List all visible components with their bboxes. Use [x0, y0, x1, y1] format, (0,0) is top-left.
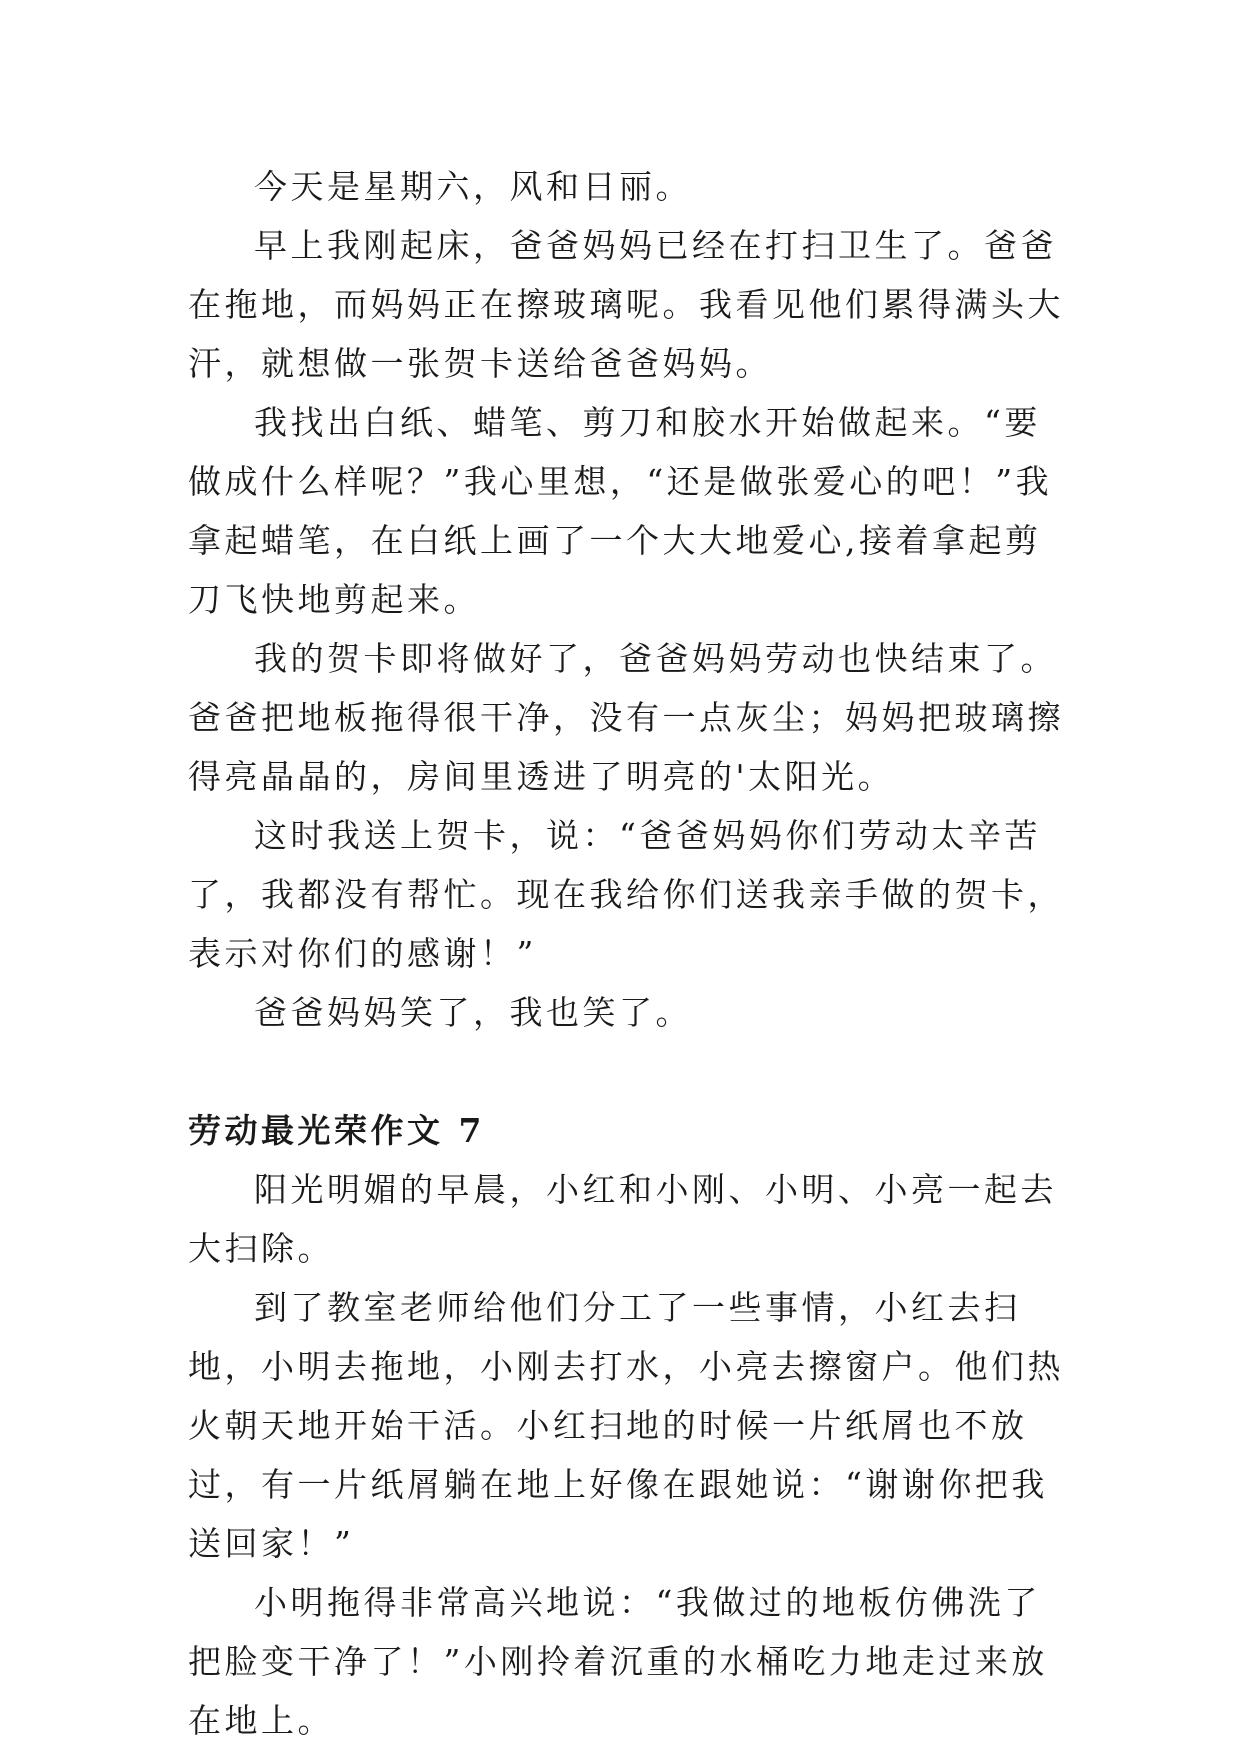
paragraph: 我的贺卡即将做好了，爸爸妈妈劳动也快结束了。爸爸把地板拖得很干净，没有一点灰尘；妈妈把玻璃擦得亮晶晶的，房间里透进了明亮的'太阳光。: [188, 639, 1064, 796]
section-title: 劳动最光荣作文 7: [188, 1111, 485, 1150]
paragraph: 阳光明媚的早晨，小红和小刚、小明、小亮一起去大扫除。: [188, 1170, 1057, 1268]
paragraph: 早上我刚起床，爸爸妈妈已经在打扫卫生了。爸爸在拖地，而妈妈正在擦玻璃呢。我看见他们累得满头大汗，就想做一张贺卡送给爸爸妈妈。: [188, 226, 1064, 383]
paragraph: 到了教室老师给他们分工了一些事情，小红去扫地，小明去拖地，小刚去打水，小亮去擦窗户。他们热火朝天地开始干活。小红扫地的时候一片纸屑也不放过，有一片纸屑躺在地上好像在跟她说：“谢谢你把我送回家！”: [188, 1288, 1064, 1563]
paragraph: 爸爸妈妈笑了，我也笑了。: [254, 993, 692, 1032]
document-body: [188, 157, 1068, 1750]
paragraph: 我找出白纸、蜡笔、剪刀和胶水开始做起来。“要做成什么样呢？”我心里想，“还是做张爱心的吧！”我拿起蜡笔，在白纸上画了一个大大地爱心,接着拿起剪刀飞快地剪起来。: [188, 403, 1053, 619]
section-spacer: [188, 1042, 1068, 1101]
paragraph: 这时我送上贺卡，说：“爸爸妈妈你们劳动太辛苦了，我都没有帮忙。现在我给你们送我亲手做的贺卡，表示对你们的感谢！”: [188, 816, 1064, 973]
paragraph: 今天是星期六，风和日丽。: [254, 167, 692, 206]
paragraph: 小明拖得非常高兴地说：“我做过的地板仿佛洗了把脸变干净了！”小刚拎着沉重的水桶吃力地走过来放在地上。: [188, 1583, 1048, 1740]
